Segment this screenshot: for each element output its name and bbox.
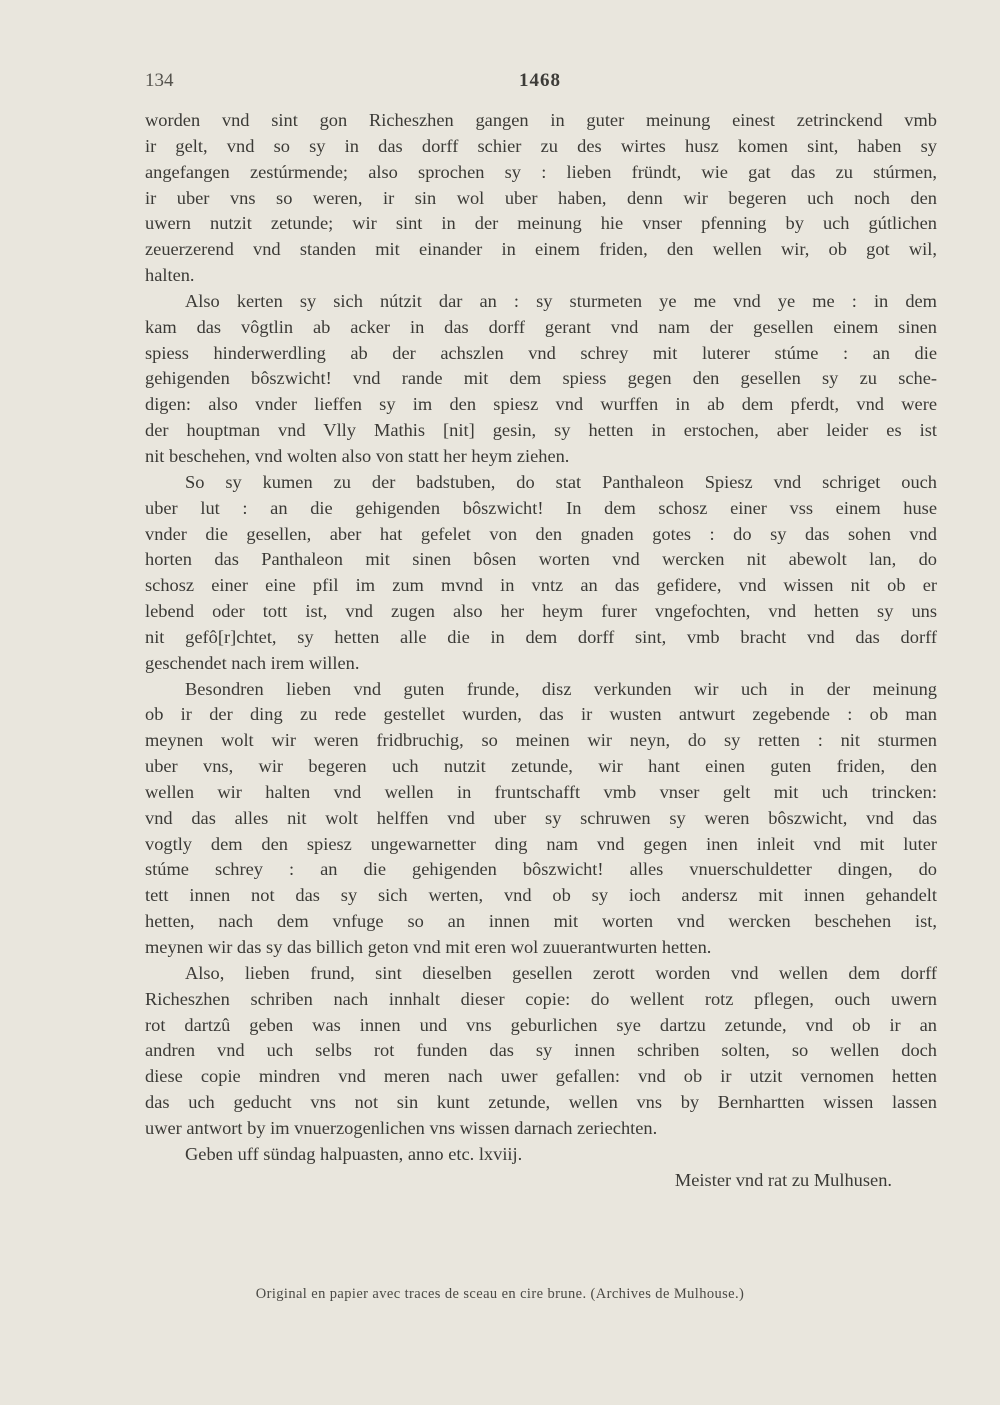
paragraph — [145, 677, 937, 961]
document-body — [145, 108, 937, 1193]
text-line: meynen wolt wir weren fridbruchig, so meinen wir neyn, do sy retten : nit sturmen — [145, 730, 937, 751]
paragraph — [145, 108, 937, 289]
text-line: ir gelt, vnd so sy in das dorff schier zu des wirtes husz komen sint, haben sy — [145, 135, 937, 156]
paragraph — [145, 289, 937, 470]
text-line: nit gefô[r]chtet, sy hetten alle die in dem dorff sint, vmb bracht vnd das dorff — [145, 626, 937, 647]
text-line: das uch geducht vns not sin kunt zetunde, wellen vns by Bernhartten wissen lassen — [145, 1092, 937, 1113]
text-line: halten. — [145, 265, 195, 286]
signature-line: Meister vnd rat zu Mulhusen. — [674, 1169, 892, 1190]
text-line: lebend oder tott ist, vnd zugen also her heym furer vngefochten, vnd hetten sy uns — [145, 601, 937, 622]
text-line: meynen wir das sy das billich geton vnd mit eren wol zuuerantwurten hetten. — [145, 937, 712, 957]
text-line: Besondren lieben vnd guten frunde, disz verkunden wir uch in der meinung — [185, 678, 937, 699]
text-line: uber lut : an die gehigenden bôszwicht! In dem schosz einer vss einem huse — [145, 497, 937, 518]
page-header — [145, 70, 935, 98]
text-line: schosz einer eine pfil im zum mvnd in vntz an das gefidere, vnd wissen nit ob er — [145, 575, 937, 596]
text-line: digen: also vnder lieffen sy im den spiesz vnd wurffen in ab dem pferdt, vnd were — [145, 394, 937, 415]
text-line: vnd das alles nit wolt helffen vnd uber sy schruwen sy weren bôszwicht, vnd das — [145, 807, 937, 828]
text-line: der houptman vnd Vlly Mathis [nit] gesin, sy hetten in erstochen, aber leider es ist — [145, 420, 937, 441]
text-line: gehigenden bôszwicht! vnd rande mit dem spiess gegen den gesellen sy zu sche- — [145, 368, 937, 389]
text-line: ob ir der ding zu rede gestellet wurden, das ir wusten antwurt zegebende : ob man — [145, 704, 937, 725]
text-line: stúme schrey : an die gehigenden bôszwicht! alles vnuerschuldetter dingen, do — [145, 859, 937, 880]
text-line: uwern nutzit zetunde; wir sint in der meinung hie vnser pfenning by uch gútlichen — [145, 213, 937, 234]
text-line: Richeszhen schriben nach innhalt dieser copie: do wellent rotz pflegen, ouch uwern — [145, 988, 937, 1009]
page-year-heading: 1468 — [519, 70, 561, 91]
text-line: worden vnd sint gon Richeszhen gangen in guter meinung einest zetrinckend vmb — [145, 110, 937, 130]
text-line: So sy kumen zu der badstuben, do stat Panthaleon Spiesz vnd schriget ouch — [185, 471, 937, 492]
text-line: uber vns, wir begeren uch nutzit zetunde, wir hant einen guten friden, den — [145, 756, 937, 777]
text-line: kam das vôgtlin ab acker in das dorff gerant vnd nam der gesellen einem sinen — [145, 316, 937, 337]
text-line: spiess hinderwerdling ab der achszlen vnd schrey mit luterer stúme : an die — [145, 342, 937, 363]
page-number: 134 — [145, 70, 174, 91]
text-line: angefangen zestúrmende; also sprochen sy : lieben fründt, wie gat das zu stúrmen, — [145, 161, 937, 182]
text-line: vogtly dem den spiesz ungewarnetter ding nam vnd gegen inen inleit vnd mit luter — [145, 833, 937, 854]
text-line: vnder die gesellen, aber hat gefelet von den gnaden gotes : do sy das sohen vnd — [145, 523, 937, 544]
text-line: diese copie mindren vnd meren nach uwer gefallen: vnd ob ir utzit vernomen hetten — [145, 1066, 937, 1087]
text-line: hetten, nach dem vnfuge so an innen mit worten vnd wercken beschehen ist, — [145, 911, 937, 932]
source-caption: Original en papier avec traces de sceau en cire brune. (Archives de Mulhouse.) — [255, 1286, 745, 1302]
text-line: Also kerten sy sich nútzit dar an : sy sturmeten ye me vnd ye me : in dem — [185, 290, 937, 311]
text-line: Also, lieben frund, sint dieselben gesellen zerott worden vnd wellen dem dorff — [185, 962, 937, 983]
text-line: rot dartzû geben was innen und vns geburlichen sye dartzu zetunde, vnd ob ir an — [145, 1014, 937, 1035]
text-line: ir uber vns so weren, ir sin wol uber haben, denn wir begeren uch noch den — [145, 187, 937, 208]
closing-date-line: Geben uff sündag halpuasten, anno etc. lxviij. — [185, 1143, 523, 1164]
paragraph — [145, 961, 937, 1142]
text-line: zeuerzerend vnd standen mit einander in einem friden, den wellen wir, ob got wil, — [145, 239, 937, 260]
text-line: uwer antwort by im vnuerzogenlichen vns wissen darnach zeriechten. — [145, 1117, 658, 1138]
text-line: nit beschehen, vnd wolten also von statt her heym ziehen. — [145, 445, 570, 466]
text-line: tett innen not das sy sich werten, vnd ob sy ioch andersz mit innen gehandelt — [145, 885, 937, 906]
paragraph — [145, 470, 937, 677]
text-line: geschendet nach irem willen. — [145, 652, 360, 673]
text-line: horten das Panthaleon mit sinen bôsen worten vnd wercken nit abewolt lan, do — [145, 549, 937, 570]
text-line: andren vnd uch selbs rot funden das sy innen schriben solten, so wellen doch — [145, 1040, 937, 1061]
text-line: wellen wir halten vnd wellen in fruntschafft vmb vnser gelt mit uch trincken: — [145, 781, 937, 802]
